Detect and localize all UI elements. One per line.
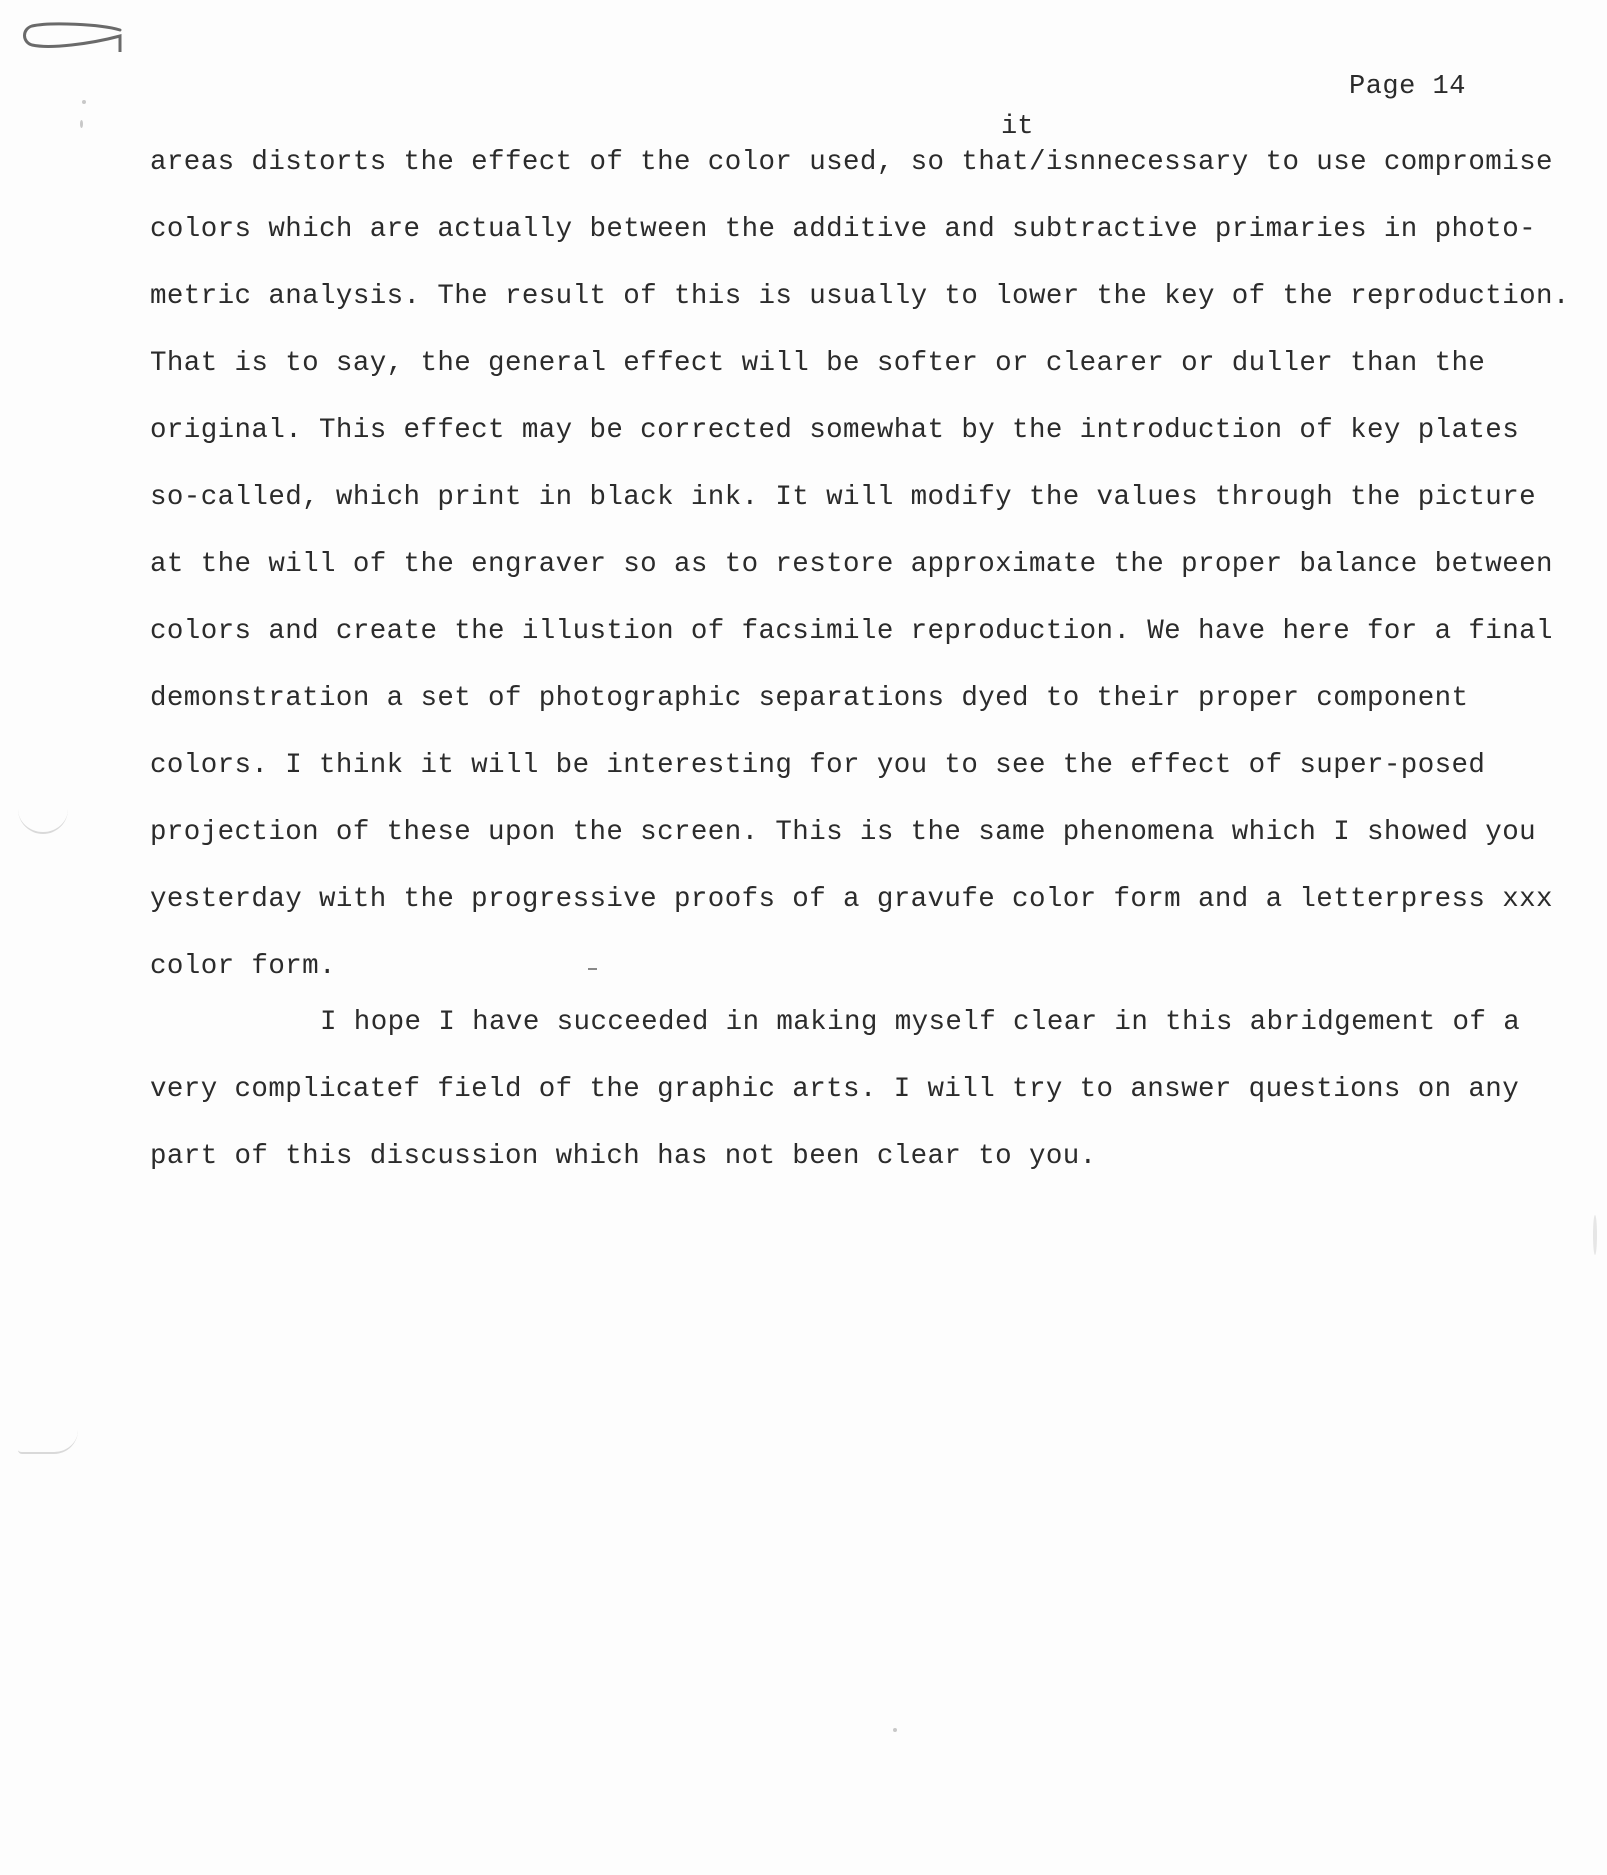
text-line: so-called, which print in black ink. It will modify the values through the picture [150, 482, 1537, 513]
typed-body-text [150, 143, 1570, 1204]
text-line: areas distorts the effect of the color used, so that/isnnecessary to use compromise [150, 147, 1553, 178]
text-line: projection of these upon the screen. This is the same phenomena which I showed you [150, 817, 1537, 848]
stray-pencil-mark [588, 968, 597, 970]
text-line: yesterday with the progressive proofs of a gravufe color form and a letterpress xxx [150, 884, 1553, 915]
text-line: original. This effect may be corrected somewhat by the introduction of key plates [150, 415, 1520, 446]
handwritten-insertion: it [1001, 112, 1034, 142]
paper-edge-mark [1593, 1215, 1597, 1255]
text-line: color form. [150, 951, 336, 982]
text-line: I hope I have succeeded in making myself clear in this abridgement of a [320, 1007, 1521, 1038]
text-line: at the will of the engraver so as to restore approximate the proper balance between [150, 549, 1553, 580]
paper-speck [82, 100, 86, 104]
paper-speck [80, 120, 83, 128]
text-line: metric analysis. The result of this is usually to lower the key of the reproduction. [150, 281, 1570, 312]
punch-hole-shadow [18, 790, 68, 834]
text-line: colors and create the illustion of facsimile reproduction. We have here for a final [150, 616, 1553, 647]
text-line: That is to say, the general effect will be softer or clearer or duller than the [150, 348, 1486, 379]
text-line: colors which are actually between the additive and subtractive primaries in photo- [150, 214, 1537, 245]
punch-hole-shadow [18, 1430, 78, 1454]
page-number: Page 14 [1349, 72, 1466, 102]
text-line: part of this discussion which has not been clear to you. [150, 1141, 1097, 1172]
text-line: colors. I think it will be interesting for you to see the effect of super-posed [150, 750, 1486, 781]
text-line: demonstration a set of photographic separations dyed to their proper component [150, 683, 1469, 714]
paper-speck [893, 1728, 897, 1732]
text-line: very complicatef field of the graphic arts. I will try to answer questions on any [150, 1074, 1520, 1105]
paperclip-icon [20, 22, 124, 52]
